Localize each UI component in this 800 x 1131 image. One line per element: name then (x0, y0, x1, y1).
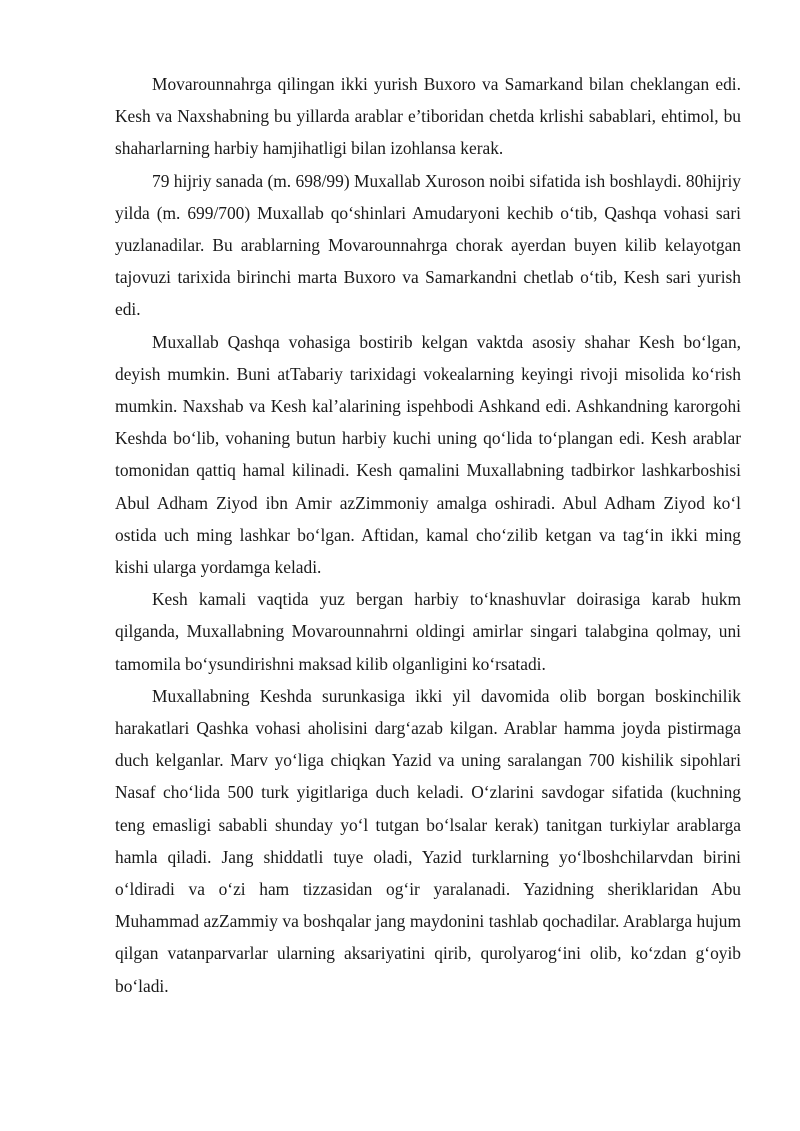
paragraph: Movarounnahrga qilingan ikki yurish Buxoro va Samarkand bilan cheklangan edi. Kesh va Naxshabning bu yillarda arablar e’tiboridan chetda krlishi sabablari, ehtimol, bu shaharlarning harbiy hamjihatligi bilan izohlansa kerak. (115, 74, 741, 159)
paragraph: Muxallab Qashqa vohasiga bostirib kelgan vaktda asosiy shahar Kesh bo‘lgan, deyish mumkin. Buni atTabariy tarixidagi vokealarning keyingi rivoji misolida ko‘rish mumkin. Naxshab va Kesh kal’alarining ispehbodi Ashkand edi. Ashkandning karorgohi Keshda bo‘lib, vohaning butun harbiy kuchi uning qo‘lida to‘plangan edi. Kesh arablar tomonidan qattiq hamal kilinadi. Kesh qamalini Muxallabning tadbirkor lashkarboshisi Abul Adham Ziyod ibn Amir azZimmoniy amalga oshiradi. Abul Adham Ziyod ko‘l ostida uch ming lashkar bo‘lgan. Aftidan, kamal cho‘zilib ketgan va tag‘in ikki ming kishi ularga yordamga keladi. (115, 331, 741, 578)
document-page (115, 68, 741, 1002)
paragraph: 79 hijriy sanada (m. 698/99) Muxallab Xuroson noibi sifatida ish boshlaydi. 80hijriy yilda (m. 699/700) Muxallab qo‘shinlari Amudaryoni kechib o‘tib, Qashqa vohasi sari yuzlanadilar. Bu arablarning Movarounnahrga chorak ayerdan buyen kilib kelayotgan tajovuzi tarixida birinchi marta Buxoro va Samarkandni chetlab o‘tib, Kesh sari yurish edi. (115, 170, 741, 320)
paragraph: Muxallabning Keshda surunkasiga ikki yil davomida olib borgan boskinchilik harakatlari Qashka vohasi aholisini darg‘azab kilgan. Arablar hamma joyda pistirmaga duch kelganlar. Marv yo‘liga chiqkan Yazid va uning saralangan 700 kishilik sipohlari Nasaf cho‘lida 500 turk yigitlariga duch keladi. O‘zlarini savdogar sifatida (kuchning teng emasligi sababli shunday yo‘l tutgan bo‘lsalar kerak) tanitgan turkiylar arablarga hamla qiladi. Jang shiddatli tuye oladi, Yazid turklarning yo‘lboshchilarvdan birini o‘ldiradi va o‘zi ham tizzasidan og‘ir yaralanadi. Yazidning sheriklaridan Abu Muhammad azZammiy va boshqalar jang maydonini tashlab qochadilar. Arablarga hujum qilgan vatanparvarlar ularning aksariyatini qirib, qurolyarog‘ini olib, ko‘zdan g‘oyib bo‘ladi. (115, 685, 741, 996)
paragraph: Kesh kamali vaqtida yuz bergan harbiy to‘knashuvlar doirasiga karab hukm qilganda, Muxallabning Movarounnahrni oldingi amirlar singari talabgina qolmay, uni tamomila bo‘ysundirishni maksad kilib olganligini ko‘rsatadi. (115, 589, 741, 674)
